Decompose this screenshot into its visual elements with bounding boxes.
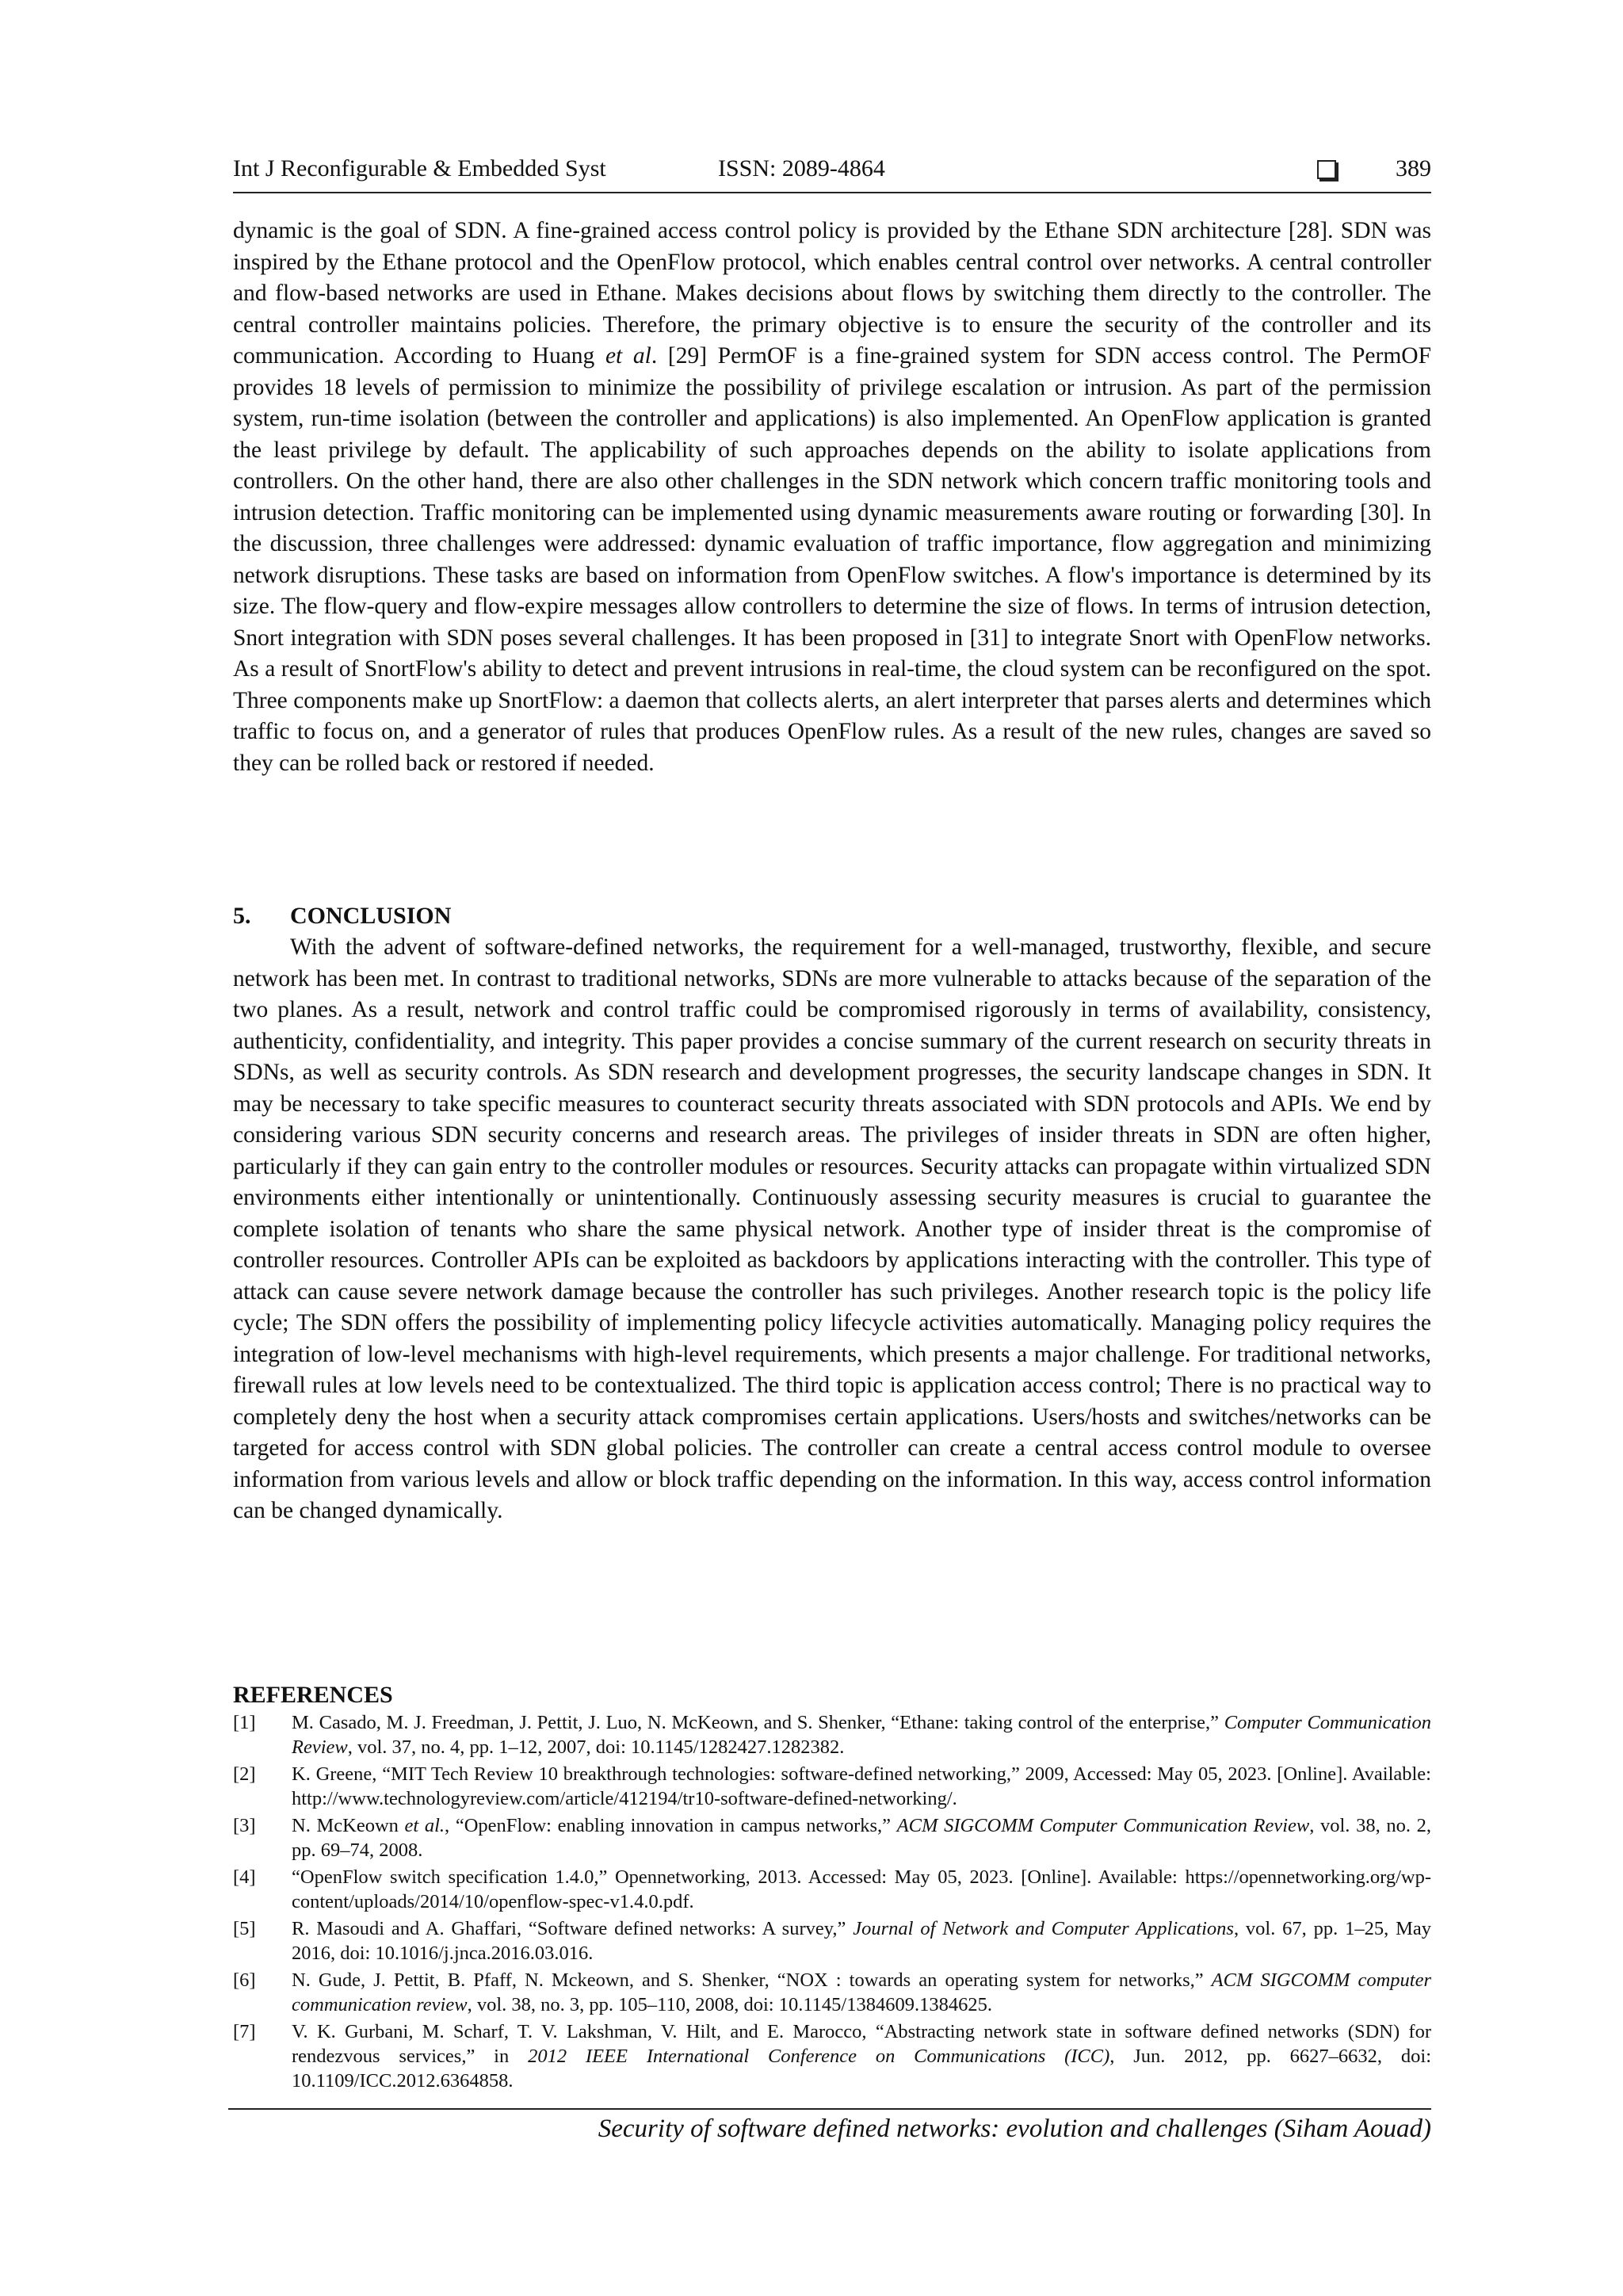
- journal-name: Int J Reconfigurable & Embedded Syst: [233, 155, 606, 181]
- reference-item: [233, 1813, 1431, 1862]
- text-run: dynamic is the goal of SDN. A fine-grained access control policy is provided by the Ethane SDN architecture [28]. SDN was inspired by the Ethane protocol and the OpenFlow protocol, which enables central control over networks. A central controller and flow-based networks are used in Ethane. Makes decisions about flows by switching them directly to the controller. The central controller maintains policies. Therefore, the primary objective is to ensure the security of the controller and its communication. According to Huang: [233, 218, 1431, 369]
- page-header: [233, 155, 1431, 193]
- italic-run: et al: [605, 343, 651, 369]
- reference-number: [2]: [233, 1763, 256, 1785]
- reference-item: [233, 1968, 1431, 2017]
- reference-item: [233, 1865, 1431, 1914]
- reference-item: [233, 2019, 1431, 2093]
- reference-number: [4]: [233, 1866, 256, 1888]
- section-heading: [233, 900, 1431, 932]
- reference-text: R. Masoudi and A. Ghaffari, “Software defined networks: A survey,” Journal of Network and Computer Applications, vol. 67, pp. 1–25, May 2016, doi: 10.1016/j.jnca.2016.03.016.: [292, 1918, 1431, 1964]
- reference-number: [5]: [233, 1918, 256, 1939]
- conclusion-section: [233, 900, 1431, 1527]
- reference-number: [3]: [233, 1815, 256, 1836]
- paragraph-continued: [233, 216, 1431, 779]
- reference-number: [6]: [233, 1969, 256, 1991]
- reference-number: [1]: [233, 1712, 256, 1733]
- reference-text: N. Gude, J. Pettit, B. Pfaff, N. Mckeown, and S. Shenker, “NOX : towards an operating system for networks,” ACM SIGCOMM computer communication review, vol. 38, no. 3, pp. 105–110, 2008, doi: 10.1145/1384609.1384625.: [292, 1969, 1431, 2015]
- reference-item: [233, 1762, 1431, 1811]
- footer-rule: [228, 2108, 1431, 2110]
- reference-list: [233, 1710, 1431, 2093]
- section-title: CONCLUSION: [290, 903, 452, 929]
- section-number: 5.: [233, 903, 251, 929]
- reference-text: “OpenFlow switch specification 1.4.0,” Opennetworking, 2013. Accessed: May 05, 2023. [Online]. Available: https://opennetworking.org/wp-content/uploads/2014/10/openflow-spec-v1.4.0.pdf.: [292, 1866, 1431, 1912]
- running-footer: Security of software defined networks: evolution and challenges (Siham Aouad): [598, 2115, 1431, 2143]
- reference-number: [7]: [233, 2021, 256, 2042]
- reference-text: K. Greene, “MIT Tech Review 10 breakthrough technologies: software-defined networking,” 2009, Accessed: May 05, 2023. [Online]. Available: http://www.technologyreview.com/article/412194/tr10-software-defined-networking/.: [292, 1763, 1431, 1809]
- page-number: 389: [1396, 155, 1431, 181]
- reference-item: [233, 1916, 1431, 1966]
- text-run: . [29] PermOF is a fine-grained system for SDN access control. The PermOF provides 18 levels of permission to minimize the possibility of privilege escalation or intrusion. As part of the permission system, run-time isolation (between the controller and applications) is also implemented. An OpenFlow application is granted the least privilege by default. The applicability of such approaches depends on the ability to isolate applications from controllers. On the other hand, there are also other challenges in the SDN network which concern traffic monitoring tools and intrusion detection. Traffic monitoring can be implemented using dynamic measurements aware routing or forwarding [30]. In the discussion, three challenges were addressed: dynamic evaluation of traffic importance, flow aggregation and minimizing network disruptions. These tasks are based on information from OpenFlow switches. A flow's importance is determined by its size. The flow-query and flow-expire messages allow controllers to determine the size of flows. In terms of intrusion detection, Snort integration with SDN poses several challenges. It has been proposed in [31] to integrate Snort with OpenFlow networks. As a result of SnortFlow's ability to detect and prevent intrusions in real-time, the cloud system can be reconfigured on the spot. Three components make up SnortFlow: a daemon that collects alerts, an alert interpreter that parses alerts and determines which traffic to focus on, and a generator of rules that produces OpenFlow rules. As a result of the new rules, changes are saved so they can be rolled back or restored if needed.: [233, 343, 1431, 776]
- reference-item: [233, 1710, 1431, 1759]
- conclusion-paragraph: With the advent of software-defined networks, the requirement for a well-managed, trustworthy, flexible, and secure network has been met. In contrast to traditional networks, SDNs are more vulnerable to attacks because of the separation of the two planes. As a result, network and control traffic could be compromised rigorously in terms of availability, consistency, authenticity, confidentiality, and integrity. This paper provides a concise summary of the current research on security threats in SDNs, as well as security controls. As SDN research and development progresses, the security landscape changes in SDN. It may be necessary to take specific measures to counteract security threats associated with SDN protocols and APIs. We end by considering various SDN security concerns and research areas. The privileges of insider threats in SDN are often higher, particularly if they can gain entry to the controller modules or resources. Security attacks can propagate within virtualized SDN environments either intentionally or unintentionally. Continuously assessing security measures is crucial to guarantee the complete isolation of tenants who share the same physical network. Another type of insider threat is the compromise of controller resources. Controller APIs can be exploited as backdoors by applications interacting with the controller. This type of attack can cause severe network damage because the controller has such privileges. Another research topic is the policy life cycle; The SDN offers the possibility of implementing policy lifecycle activities automatically. Managing policy requires the integration of low-level mechanisms with high-level requirements, which presents a major challenge. For traditional networks, firewall rules at low levels need to be contextualized. The third topic is application access control; There is no practical way to completely deny the host when a security attack compromises certain applications. Users/hosts and switches/networks can be targeted for access control with SDN global policies. The controller can create a central access control module to oversee information from various levels and allow or block traffic depending on the information. In this way, access control information can be changed dynamically.: [233, 934, 1431, 1523]
- square-icon: [1317, 160, 1336, 179]
- reference-text: V. K. Gurbani, M. Scharf, T. V. Lakshman, V. Hilt, and E. Marocco, “Abstracting network state in software defined networks (SDN) for rendezvous services,” in 2012 IEEE International Conference on Communications (ICC), Jun. 2012, pp. 6627–6632, doi: 10.1109/ICC.2012.6364858.: [292, 2021, 1432, 2092]
- issn: ISSN: 2089-4864: [718, 155, 885, 181]
- references-section: [233, 1680, 1431, 2095]
- reference-text: N. McKeown et al., “OpenFlow: enabling innovation in campus networks,” ACM SIGCOMM Computer Communication Review, vol. 38, no. 2, pp. 69–74, 2008.: [292, 1815, 1431, 1861]
- reference-text: M. Casado, M. J. Freedman, J. Pettit, J. Luo, N. McKeown, and S. Shenker, “Ethane: taking control of the enterprise,” Computer Communication Review, vol. 37, no. 4, pp. 1–12, 2007, doi: 10.1145/1282427.1282382.: [292, 1712, 1431, 1758]
- references-heading: REFERENCES: [233, 1682, 393, 1708]
- body-paragraph: [233, 216, 1431, 779]
